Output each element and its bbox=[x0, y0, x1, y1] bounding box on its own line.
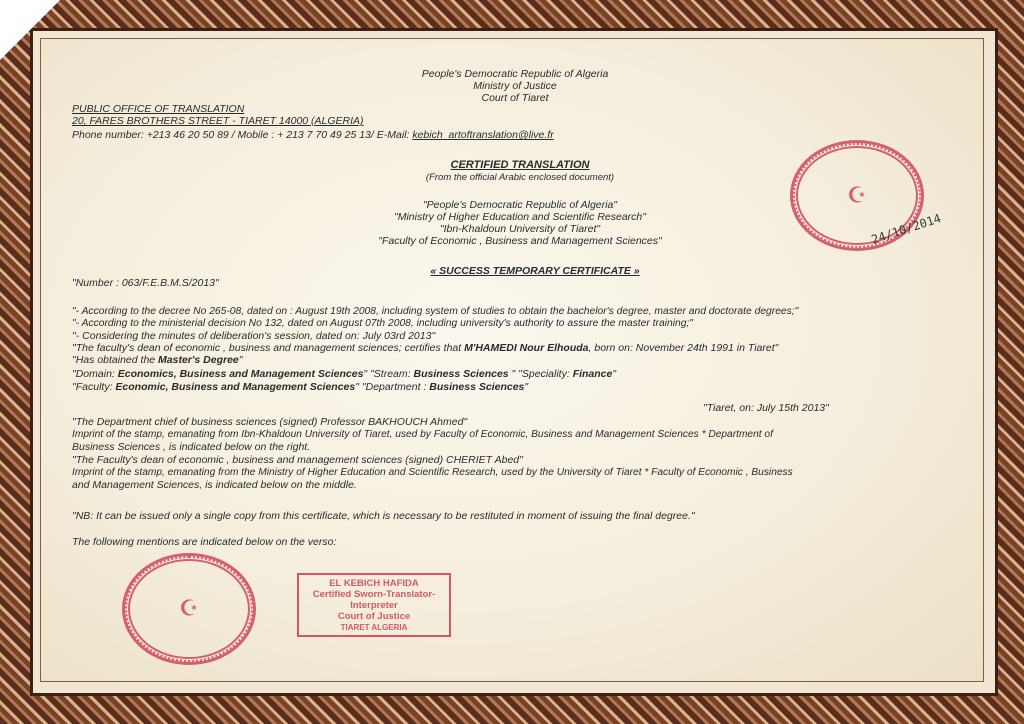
body-line-stamp-2: Imprint of the stamp, emanating from the Ministry of Higher Education and Scientific Research, used by the University of Tiaret * Faculty of Economic , Business bbox=[72, 467, 793, 478]
faculty-prefix: "Faculty: bbox=[72, 381, 116, 393]
graduate-name: M'HAMEDI Nour Elhouda bbox=[464, 342, 589, 354]
degree-name: Master's Degree bbox=[158, 354, 239, 366]
body-line-decision: "- According to the ministerial decision No 132, dated on August 07th 2008, including university's authority to assure the master training;" bbox=[72, 318, 693, 329]
office-name: PUBLIC OFFICE OF TRANSLATION bbox=[72, 103, 245, 115]
translator-stamp-line1: EL KEBICH HAFIDA bbox=[329, 578, 419, 589]
faculty-value: Economic, Business and Management Sciences bbox=[115, 381, 356, 393]
certifies-text: "The faculty's dean of economic , business and management sciences; certifies that bbox=[72, 342, 465, 354]
stream-prefix: " "Stream: bbox=[363, 368, 414, 380]
translator-stamp-line5: TIARET ALGERIA bbox=[340, 623, 408, 632]
department-suffix: " bbox=[524, 381, 529, 393]
body-line-deliberation: "- Considering the minutes of deliberation's session, dated on: July 03rd 2013" bbox=[72, 330, 436, 342]
body-line-faculty bbox=[72, 381, 528, 393]
birth-text: , born on: November 24th 1991 in Tiaret" bbox=[588, 342, 779, 354]
translator-stamp-line2: Certified Sworn-Translator- bbox=[312, 589, 436, 600]
body-line-decree: "- According to the decree No 265-08, dated on : August 19th 2008, including system of studies to obtain the bachelor's degree, master and doctorate degrees;" bbox=[72, 306, 799, 317]
body-line-nb: "NB: It can be issued only a single copy from this certificate, which is necessary to be restituted in moment of issuing the final degree." bbox=[72, 510, 695, 522]
office-contact bbox=[72, 129, 554, 141]
body-line-stamp-1: Imprint of the stamp, emanating from Ibn-Khaldoun University of Tiaret, used by Faculty of Economic, Business and Management Sciences * Department of bbox=[72, 429, 773, 440]
star-crescent-icon: ☪ bbox=[179, 596, 199, 622]
speciality-prefix: " "Speciality: bbox=[508, 368, 573, 380]
header-country: People's Democratic Republic of Algeria bbox=[421, 68, 609, 80]
issue-date: "Tiaret, on: July 15th 2013" bbox=[703, 402, 829, 414]
translator-stamp-line3: Interpreter bbox=[350, 600, 398, 611]
certificate-title: « SUCCESS TEMPORARY CERTIFICATE » bbox=[430, 265, 640, 277]
speciality-suffix: " bbox=[612, 368, 617, 380]
domain-prefix: "Domain: bbox=[72, 368, 118, 380]
body-line-verso: The following mentions are indicated below on the verso: bbox=[72, 536, 337, 548]
header-court: Court of Tiaret bbox=[481, 92, 549, 104]
source-header-3: "Faculty of Economic , Business and Management Sciences" bbox=[378, 235, 662, 247]
body-line-certifies bbox=[72, 342, 778, 354]
source-header-1: "Ministry of Higher Education and Scientific Research" bbox=[394, 211, 646, 223]
body-line-stamp-1b: Business Sciences , is indicated below on the right. bbox=[72, 441, 311, 453]
translator-stamp-line4: Court of Justice bbox=[337, 611, 411, 622]
body-line-dean: "The Faculty's dean of economic , business and management sciences (signed) CHERIET Abed" bbox=[72, 454, 523, 466]
star-crescent-icon: ☪ bbox=[847, 183, 867, 208]
body-line-domain bbox=[72, 368, 616, 380]
domain-value: Economics, Business and Management Sciences bbox=[117, 368, 364, 380]
department-prefix: " "Department : bbox=[355, 381, 430, 393]
translator-seal-stamp bbox=[122, 553, 256, 665]
stream-value: Business Sciences bbox=[413, 368, 509, 380]
source-header-2: "Ibn-Khaldoun University of Tiaret" bbox=[439, 223, 601, 235]
body-line-stamp-2b: and Management Sciences, is indicated below on the middle. bbox=[72, 479, 357, 491]
office-address: 20, FARES BROTHERS STREET - TIARET 14000 (ALGERIA) bbox=[72, 115, 364, 127]
certificate-number: "Number : 063/F.E.B.M.S/2013" bbox=[72, 277, 219, 289]
source-header-0: "People's Democratic Republic of Algeria" bbox=[422, 199, 618, 211]
torn-corner bbox=[0, 0, 60, 60]
office-contact-prefix: Phone number: +213 46 20 50 89 / Mobile : + 213 7 70 49 25 13/ E-Mail: bbox=[72, 129, 413, 141]
certified-translation-title: CERTIFIED TRANSLATION bbox=[450, 159, 590, 171]
certified-translation-subtitle: (From the official Arabic enclosed document) bbox=[425, 172, 615, 183]
body-line-degree bbox=[72, 354, 243, 366]
degree-suffix: " bbox=[238, 354, 243, 366]
body-line-department-chief: "The Department chief of business sciences (signed) Professor BAKHOUCH Ahmed" bbox=[72, 416, 468, 428]
header-ministry: Ministry of Justice bbox=[473, 80, 557, 92]
translator-rectangular-stamp bbox=[297, 573, 451, 637]
office-email[interactable]: kebich_artoftranslation@live.fr bbox=[412, 129, 554, 141]
department-value: Business Sciences bbox=[429, 381, 525, 393]
degree-prefix: "Has obtained the bbox=[72, 354, 159, 366]
speciality-value: Finance bbox=[572, 368, 613, 380]
handwritten-date: 24/10/2014 bbox=[869, 211, 943, 247]
